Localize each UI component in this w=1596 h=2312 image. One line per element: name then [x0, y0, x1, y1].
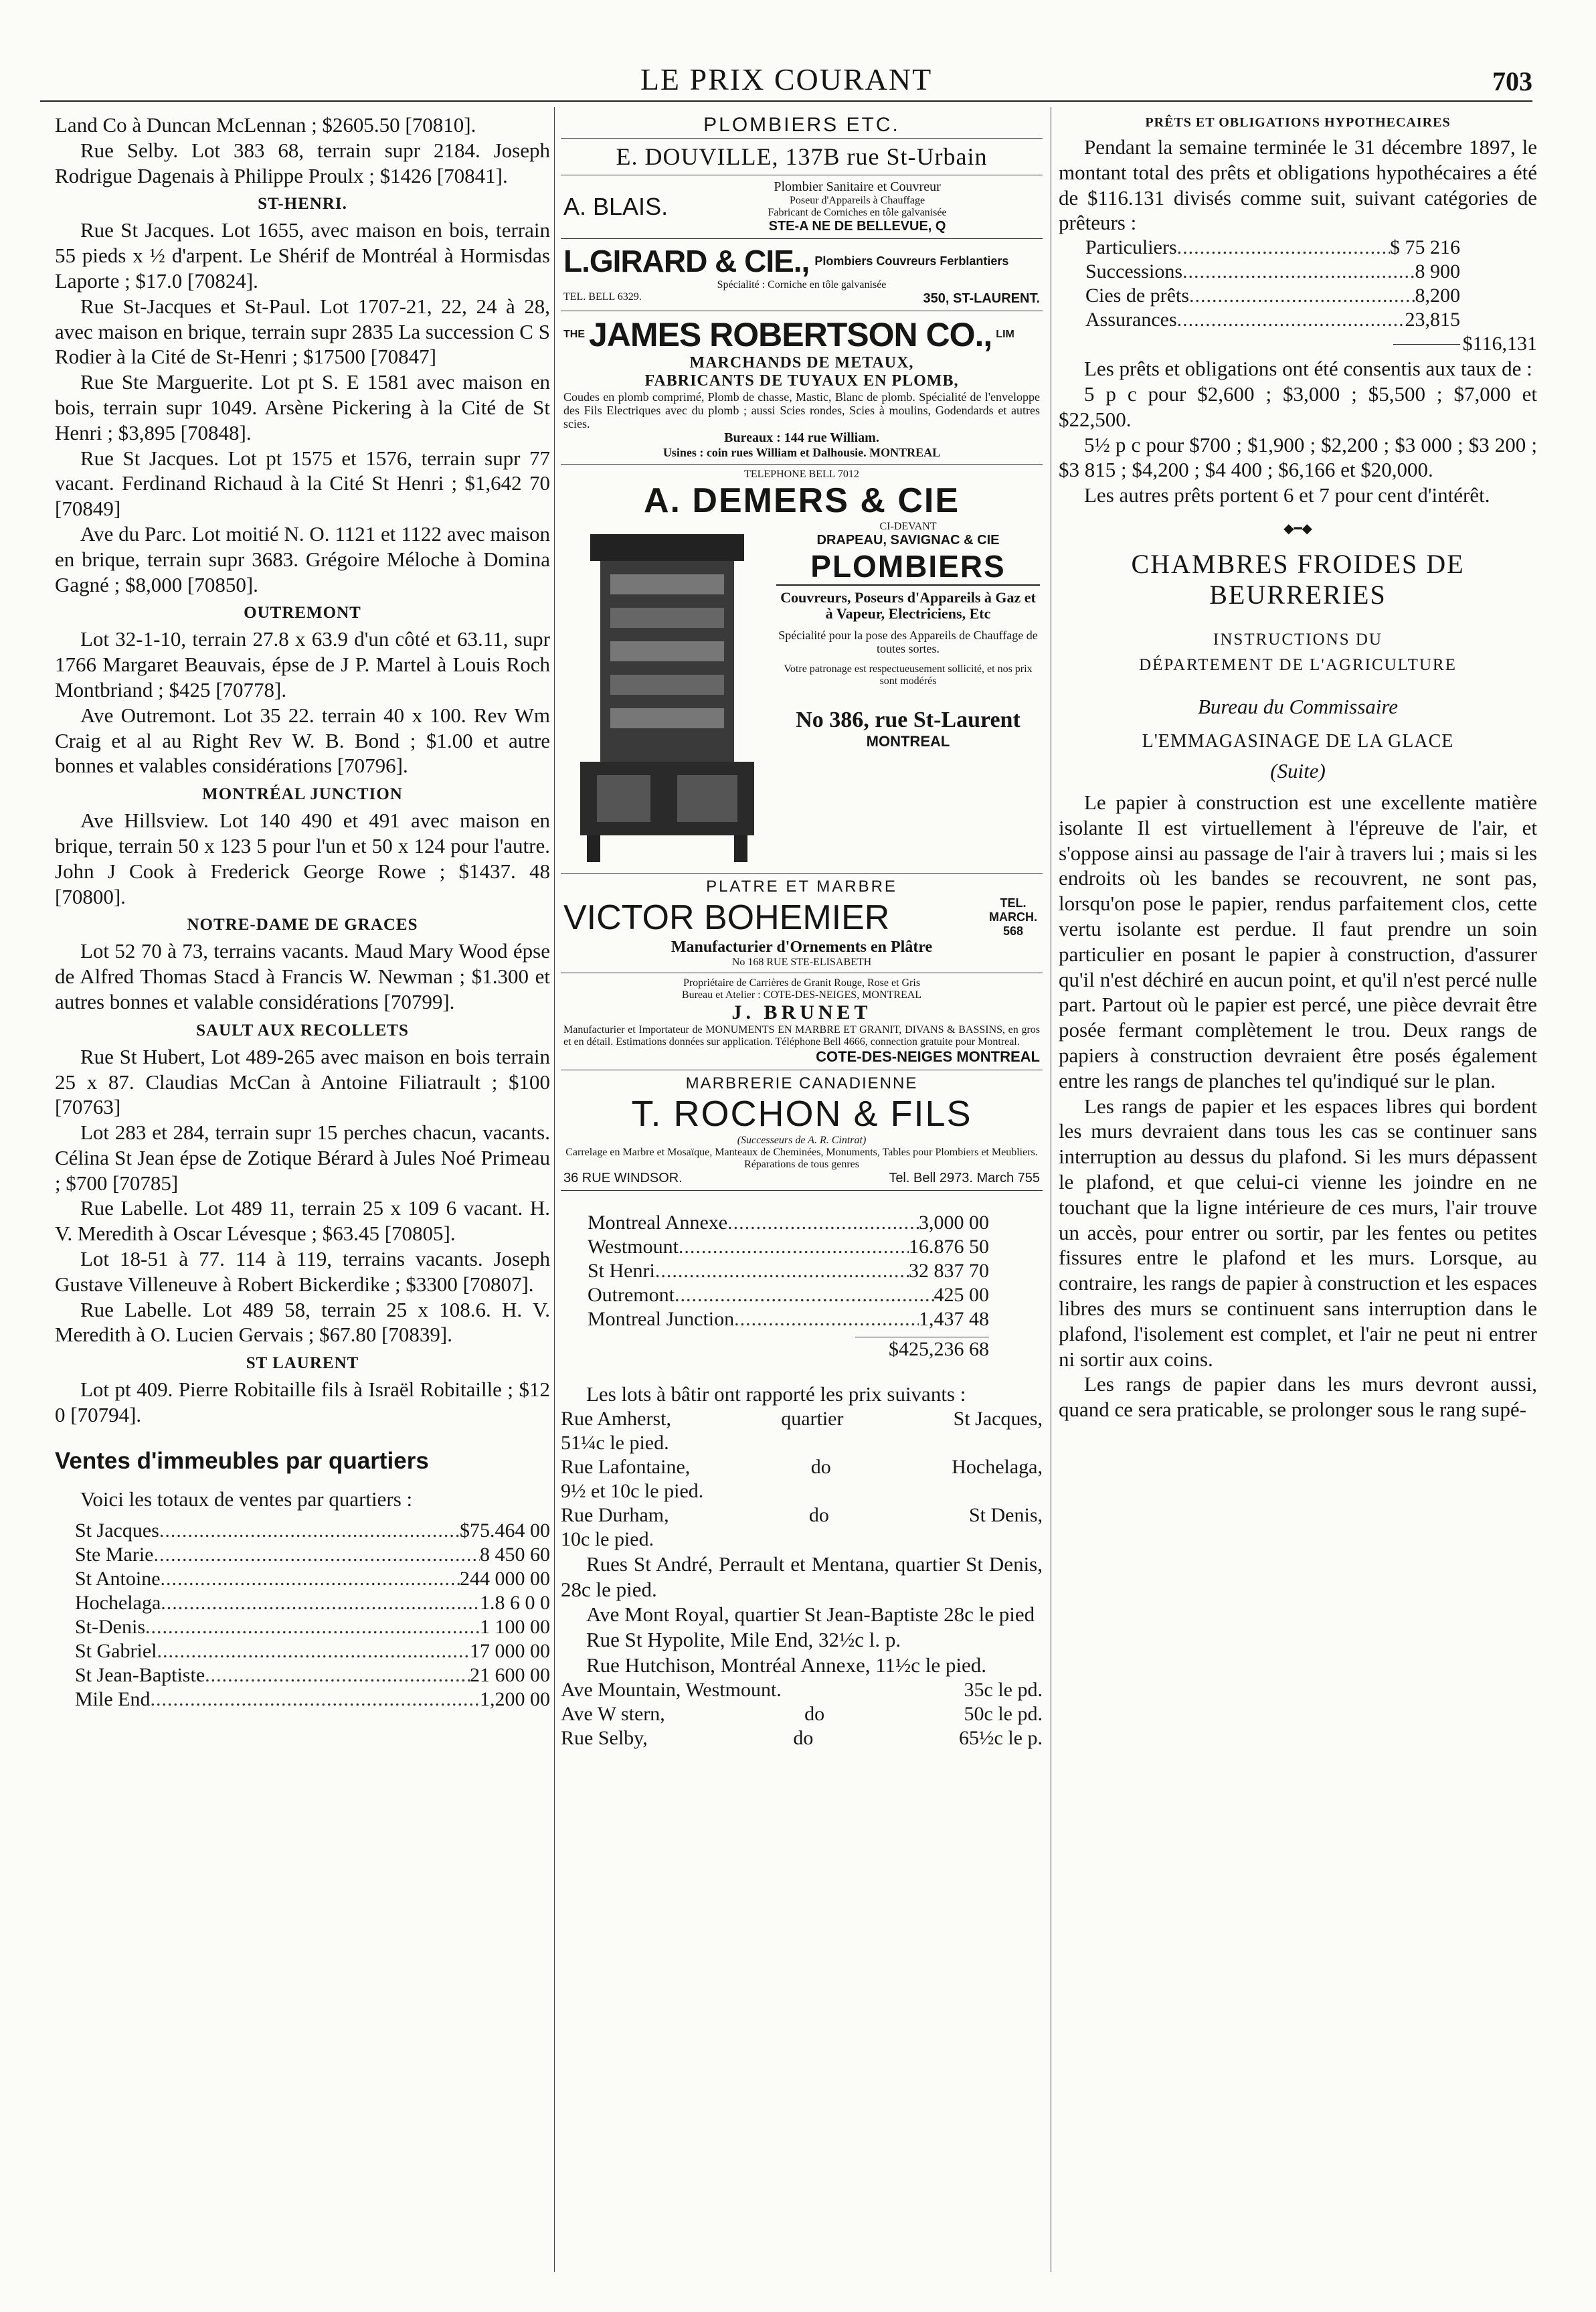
- entry: Lot pt 409. Pierre Robitaille fils à Israël Robitaille ; $12 0 [70794].: [55, 1378, 550, 1427]
- suite-label: (Suite): [1270, 758, 1326, 782]
- lot-row: Ave W stern, do 50c le pd.: [561, 1702, 1043, 1725]
- ad-robertson-line: Usines : coin rues William et Dalhousie. MONTREAL: [662, 446, 941, 459]
- totals-table: [561, 1191, 989, 1361]
- table-row: Mile End ..... 1,200 00: [75, 1687, 550, 1712]
- ad-bohemier-line: Manufacturier d'Ornements en Plâtre: [671, 938, 933, 956]
- table-row: Montreal Junction ..... 1,437 48: [588, 1307, 989, 1331]
- entry: Rue Labelle. Lot 489 11, terrain 25 x 109 6 vacant. H. V. Meredith à Oscar Lévesque ; $63.45 [70805].: [55, 1196, 550, 1246]
- entry: Land Co à Duncan McLennan ; $2605.50 [70810].: [55, 113, 476, 137]
- entry: Rue Labelle. Lot 489 58, terrain 25 x 108.6. H. V. Meredith à O. Lucien Gervais ; $67.80 [70839].: [55, 1297, 550, 1347]
- section-title: OUTREMONT: [244, 604, 361, 623]
- table-row: St Gabriel ..... 17 000 00: [75, 1639, 550, 1663]
- entry: Rues St André, Perrault et Mentana, quartier St Denis, 28c le pied.: [561, 1552, 1043, 1601]
- ad-blais-trade: Plombier Sanitaire et Couvreur: [774, 179, 941, 194]
- paragraph: 5 p c pour $2,600 ; $3,000 ; $5,500 ; $7,000 et $22,500.: [1059, 382, 1537, 431]
- header-rule: [40, 100, 1532, 102]
- ad-demers-line: Votre patronage est respectueusement sollicité, et nos prix sont modérés: [784, 663, 1033, 687]
- chambres-title: CHAMBRES FROIDES DE BEURRERIES: [1131, 548, 1465, 610]
- lot-row: Rue Durham, do St Denis,: [561, 1503, 1043, 1526]
- ad-bohemier-line: No 168 RUE STE-ELISABETH: [731, 957, 872, 968]
- lot-row: Rue Lafontaine, do Hochelaga,: [561, 1455, 1043, 1478]
- emmagasinage-title: L'EMMAGASINAGE DE LA GLACE: [1142, 730, 1454, 752]
- ad-brunet-name: J. BRUNET: [731, 1001, 872, 1023]
- ad-robertson: [561, 311, 1043, 465]
- paragraph: Les rangs de papier dans les murs devront aussi, quand ce sera praticable, se prolonger sous le rang supé-: [1059, 1372, 1537, 1422]
- table-row: Cies de prêts ..... 8,200: [1085, 284, 1460, 308]
- prets-total: $116,131: [1059, 332, 1537, 356]
- paragraph: 5½ p c pour $700 ; $1,900 ; $2,200 ; $3 000 ; $3 200 ; $3 815 ; $4,200 ; $4 400 ; $6,166 et $20,000.: [1059, 432, 1537, 482]
- lots-intro: Les lots à bâtir ont rapporté les prix suivants :: [586, 1382, 966, 1406]
- entry: Ave Hillsview. Lot 140 490 et 491 avec maison en brique, terrain 50 x 123 5 pour l'un et 50 x 124 pour l'autre. John J Cook à Frederick George Rowe ; $1437. 48 [70800].: [55, 809, 550, 908]
- ventes-table: [55, 1512, 550, 1712]
- lot-row-tail: 10c le pied.: [561, 1527, 654, 1550]
- bureau-line: Bureau du Commissaire: [1197, 694, 1399, 718]
- lot-row-tail: 9½ et 10c le pied.: [561, 1479, 704, 1502]
- ad-demers-line: CI-DEVANT: [879, 521, 937, 532]
- lots-section: [561, 1382, 1043, 1750]
- lot-row-tail: 51¼c le pied.: [561, 1431, 669, 1454]
- table-row: Montreal Annexe ..... 3,000 00: [588, 1211, 989, 1235]
- lot-row: Rue Amherst, quartier St Jacques,: [561, 1407, 1043, 1430]
- section-title: PRÊTS ET OBLIGATIONS HYPOTHECAIRES: [1145, 115, 1451, 130]
- ad-robertson-name: JAMES ROBERTSON CO.,: [589, 316, 992, 353]
- entry: Rue Ste Marguerite. Lot pt S. E 1581 avec maison en bois, terrain supr 1049. Arsène Pickering à la Cité de St Henri ; $3,895 [70848].: [55, 370, 550, 444]
- entry: Rue St Jacques. Lot 1655, avec maison en bois, terrain 55 pieds x ½ d'arpent. Le Shérif de Montréal à Hormisdas Laporte ; $17.0 [70824].: [55, 218, 550, 293]
- paragraph: Les rangs de papier et les espaces libres qui bordent les murs devraient dans tous les cas se continuer sans interruption au dessus du plafond. Si les murs dépassent le plafond, et que celui-ci vienne les joindre en ne touchant que la ligne intérieure de ces murs, l'air trouve un accès, pour entrer ou sortir, par les fentes ou petites fissures entre le plafond et les murs. Lorsque, au contraire, les rangs de papier à construction et les espaces libres des murs se continuent sans interruption dans le plafond, l'isolement est complet, et l'air ne peut ni entrer ni sortir aux coins.: [1059, 1094, 1537, 1371]
- ad-demers-city: MONTREAL: [866, 733, 950, 750]
- entry: Lot 18-51 à 77. 114 à 119, terrains vacants. Joseph Gustave Villeneuve à Robert Bickerdike ; $3300 [70807].: [55, 1247, 550, 1296]
- table-row: St Antoine ..... 244 000 00: [75, 1567, 550, 1591]
- ad-blais-line: Fabricant de Corniches en tôle galvanisée: [768, 207, 947, 218]
- entry: Lot 52 70 à 73, terrains vacants. Maud Mary Wood épse de Alfred Thomas Stacd à Francis W. Newman ; $1.300 et autres bonnes et valable considérations [70799].: [55, 939, 550, 1013]
- ad-rochon-name: T. ROCHON & FILS: [631, 1094, 972, 1134]
- page-number: 703: [1492, 66, 1532, 96]
- column-left: [55, 112, 550, 2272]
- table-row: St Henri ..... 32 837 70: [588, 1259, 989, 1283]
- ad-robertson-lim: LIM: [996, 329, 1014, 340]
- ad-demers-address: No 386, rue St-Laurent: [796, 708, 1021, 732]
- ad-brunet-line: Manufacturier et Importateur de MONUMENTS EN MARBRE ET GRANIT, DIVANS & BASSINS, en gros et en détail. Estimations données sur application. Téléphone Bell 4666, connection gratuite pour Montreal.: [563, 1024, 1040, 1048]
- ad-rochon-line: Carrelage en Marbre et Mosaïque, Manteaux de Cheminées, Monuments, Tables pour Plombiers et Meubliers. Réparations de tous genres: [565, 1147, 1038, 1170]
- journal-title: LE PRIX COURANT: [640, 62, 933, 96]
- ad-brunet-line: Propriétaire de Carrières de Granit Rouge, Rose et Gris: [683, 977, 921, 989]
- ad-rochon-line: MARBRERIE CANADIENNE: [685, 1074, 918, 1092]
- ventes-intro: Voici les totaux de ventes par quartiers :: [80, 1487, 413, 1511]
- paragraph: Les autres prêts portent 6 et 7 pour cent d'intérêt.: [1084, 483, 1490, 507]
- table-row: St-Denis ..... 1 100 00: [75, 1615, 550, 1639]
- page-header: [40, 47, 1532, 100]
- entry: Rue Hutchison, Montréal Annexe, 11½c le pied.: [586, 1653, 987, 1677]
- ad-bohemier-tel: TEL. MARCH. 568: [989, 896, 1037, 938]
- lot-row: Ave Mountain, Westmount. 35c le pd.: [561, 1678, 1043, 1701]
- chambres-sub: INSTRUCTIONS DU: [1213, 630, 1383, 649]
- entry: Rue St Hypolite, Mile End, 32½c l. p.: [586, 1628, 901, 1652]
- column-middle: [561, 112, 1043, 2272]
- section-title: SAULT AUX RECOLLETS: [196, 1021, 409, 1040]
- ad-girard-tel: TEL. BELL 6329.: [563, 291, 642, 303]
- ad-blais-address: STE-A NE DE BELLEVUE, Q: [768, 219, 946, 234]
- ad-robertson-line: Bureaux : 144 rue William.: [724, 430, 879, 445]
- ad-demers-line: Couvreurs, Poseurs d'Appareils à Gaz et à Vapeur, Electriciens, Etc: [780, 589, 1036, 622]
- entry: Ave Mont Royal, quartier St Jean-Baptiste 28c le pied: [586, 1602, 1035, 1627]
- ads-header: PLOMBIERS ETC.: [561, 112, 1043, 139]
- ad-demers-line: DRAPEAU, SAVIGNAC & CIE: [816, 533, 1000, 548]
- table-row: Westmount ..... 16.876 50: [588, 1235, 989, 1259]
- ad-blais: [561, 175, 1043, 239]
- ad-rochon-tel: Tel. Bell 2973. March 755: [889, 1171, 1040, 1185]
- ad-brunet-city: COTE-DES-NEIGES MONTREAL: [816, 1048, 1040, 1065]
- table-row: St Jean-Baptiste ..... 21 600 00: [75, 1663, 550, 1687]
- ad-demers-name: A. DEMERS & CIE: [643, 481, 960, 520]
- entry: Ave Outremont. Lot 35 22. terrain 40 x 100. Rev Wm Craig et al au Right Rev W. B. Bond ; $1.00 et autre bonnes et valables considérations [70796].: [55, 703, 550, 778]
- chambres-sub: DÉPARTEMENT DE L'AGRICULTURE: [1139, 655, 1457, 674]
- table-row: Successions ..... 8 900: [1085, 260, 1460, 284]
- prets-table: [1059, 236, 1460, 332]
- ad-bohemier-line: PLATRE ET MARBRE: [706, 878, 897, 896]
- ad-brunet-line: Bureau et Atelier : COTE-DES-NEIGES, MONTREAL: [681, 989, 922, 1001]
- ad-rochon-line: (Successeurs de A. R. Cintrat): [737, 1135, 867, 1146]
- ad-robertson-the: THE: [563, 329, 585, 340]
- entry: Lot 32-1-10, terrain 27.8 x 63.9 d'un côté et 63.11, supr 1766 Margaret Beauvais, épse de J P. Martel à Louis Roch Montbriand ; $425 [70778].: [55, 627, 550, 701]
- ad-rochon: [561, 1070, 1043, 1191]
- entry: Rue St Hubert, Lot 489-265 avec maison en bois terrain 25 x 87. Claudias McCan à Antoine Filiatrault ; $100 [70763]: [55, 1044, 550, 1119]
- ad-demers-tel: TELEPHONE BELL 7012: [744, 469, 859, 480]
- column-divider: [554, 107, 555, 2272]
- ornament-divider: ◆━◆: [1283, 521, 1312, 536]
- ad-girard-name: L.GIRARD & CIE.,: [563, 244, 810, 278]
- table-row: Outremont ..... 425 00: [588, 1283, 989, 1307]
- ad-girard-line: Spécialité : Corniche en tôle galvanisée: [717, 279, 887, 291]
- section-title: ST LAURENT: [246, 1354, 359, 1373]
- lot-row: Rue Selby, do 65½c le p.: [561, 1726, 1043, 1749]
- ad-robertson-line: Coudes en plomb comprimé, Plomb de chasse, Mastic, Blanc de plomb. Spécialité de l'enveloppe des Fils Electriques avec du plomb ; aussi Scies rondes, Scies à moulins, Godendards et autres scies.: [563, 390, 1040, 430]
- entry: Rue St Jacques. Lot pt 1575 et 1576, terrain supr 77 vacant. Ferdinand Richaud à la Cité St Henri ; $1,642 70 [70849]: [55, 446, 550, 521]
- entry: Rue Selby. Lot 383 68, terrain supr 2184. Joseph Rodrigue Dagenais à Philippe Proulx ; $1426 [70841].: [55, 138, 550, 187]
- section-title: NOTRE-DAME DE GRACES: [187, 916, 418, 934]
- ad-girard-address: 350, ST-LAURENT.: [923, 291, 1040, 306]
- ad-girard-trade: Plombiers Couvreurs Ferblantiers: [814, 254, 1009, 268]
- prets-intro: Pendant la semaine terminée le 31 décembre 1897, le montant total des prêts et obligations hypothécaires a été de $116.131 divisés comme suit, suivant catégories de prêteurs :: [1059, 135, 1537, 235]
- ad-bohemier: [561, 874, 1043, 973]
- paragraph: Le papier à construction est une excellente matière isolante Il est virtuellement à l'épreuve de l'air, et s'oppose ainsi au passage de l'air à travers lui ; mais si les endroits où les bandes se recouvrent, ne sont pas, lorsqu'on pose le papier, rendus parfaitement clos, cette vertu isolante est perdue. Il faut prendre un soin particulier en posant le papier à construction, d'assurer qu'il n'est déchiré en aucun point, et qu'il n'est percé nulle part. Partout où le papier est percé, une pièce devrait être posée fermant complètement le trou. Deux rangs de papiers à construction devraient être posés également entre les rangs de planches tel qu'indiqué sur le plan.: [1059, 790, 1537, 1092]
- section-title: MONTRÉAL JUNCTION: [202, 785, 403, 804]
- ad-blais-line: Poseur d'Appareils à Chauffage: [789, 195, 925, 206]
- ventes-heading: Ventes d'immeubles par quartiers: [55, 1447, 429, 1474]
- column-right: [1059, 112, 1537, 2272]
- ad-douville: E. DOUVILLE, 137B rue St-Urbain: [561, 139, 1043, 175]
- ad-demers-trade: PLOMBIERS: [776, 548, 1040, 586]
- ad-girard: [561, 239, 1043, 311]
- table-row: Particuliers ..... $ 75 216: [1085, 236, 1460, 260]
- entry: Lot 283 et 284, terrain supr 15 perches chacun, vacants. Célina St Jean épse de Zotique Bérard à Jules Noé Primeau ; $700 [70785]: [55, 1121, 550, 1195]
- ad-brunet: [561, 973, 1043, 1070]
- section-title: ST-HENRI.: [258, 195, 347, 214]
- ad-robertson-line: MARCHANDS DE METAUX,: [689, 354, 914, 371]
- ad-rochon-address: 36 RUE WINDSOR.: [563, 1171, 683, 1185]
- table-row: Hochelaga ..... 1.8 6 0 0: [75, 1591, 550, 1615]
- stove-illustration: [563, 521, 771, 869]
- ad-bohemier-name: VICTOR BOHEMIER: [563, 898, 890, 937]
- entry: Ave du Parc. Lot moitié N. O. 1121 et 1122 avec maison en brique, terrain supr 3683. Grégoire Méloche à Domina Gagné ; $8,000 [70850].: [55, 521, 550, 596]
- table-row: Ste Marie ..... 8 450 60: [75, 1543, 550, 1567]
- entry: Rue St-Jacques et St-Paul. Lot 1707-21, 22, 24 à 28, avec maison en brique, terrain supr 2835 La succession C S Rodier à la Cité de St-Henri ; $17500 [70847]: [55, 294, 550, 369]
- table-row: Assurances ..... 23,815: [1085, 308, 1460, 332]
- table-row: St Jacques ..... $75.464 00: [75, 1519, 550, 1543]
- grand-total: $425,236 68: [889, 1338, 989, 1360]
- ad-demers-line: Spécialité pour la pose des Appareils de Chauffage de toutes sortes.: [778, 629, 1038, 655]
- ad-demers: [561, 465, 1043, 874]
- ad-blais-name: A. BLAIS.: [563, 193, 669, 220]
- ad-robertson-line: FABRICANTS DE TUYAUX EN PLOMB,: [644, 372, 959, 390]
- paragraph: Les prêts et obligations ont été consentis aux taux de :: [1084, 357, 1532, 381]
